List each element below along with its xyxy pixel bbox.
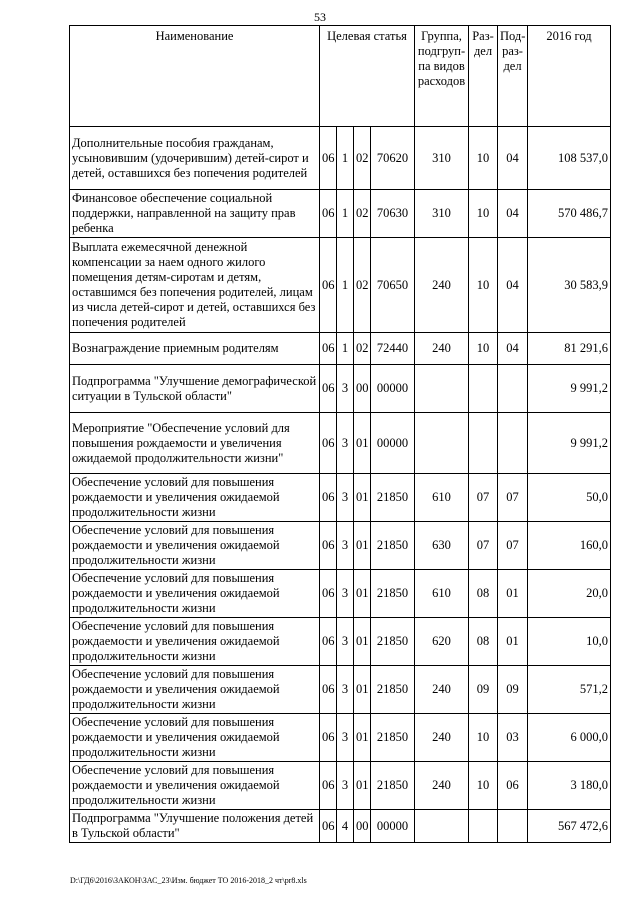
table-row xyxy=(70,522,611,570)
cell-amount: 567 472,6 xyxy=(528,810,611,843)
table-row xyxy=(70,666,611,714)
cell-name: Финансовое обеспечение социальной поддержки, направленной на защиту прав ребенка xyxy=(70,190,320,238)
cell-group: 620 xyxy=(415,618,469,666)
cell-group: 240 xyxy=(415,714,469,762)
table-row xyxy=(70,474,611,522)
cell-b: 3 xyxy=(337,522,354,570)
cell-amount: 6 000,0 xyxy=(528,714,611,762)
cell-c: 01 xyxy=(354,570,371,618)
cell-d: 21850 xyxy=(371,522,415,570)
cell-subsection: 04 xyxy=(498,238,528,333)
cell-subsection xyxy=(498,365,528,413)
cell-d: 00000 xyxy=(371,365,415,413)
cell-d: 21850 xyxy=(371,474,415,522)
cell-a: 06 xyxy=(320,474,337,522)
table-row xyxy=(70,810,611,843)
cell-subsection: 09 xyxy=(498,666,528,714)
cell-subsection: 01 xyxy=(498,570,528,618)
cell-d: 21850 xyxy=(371,714,415,762)
cell-c: 01 xyxy=(354,413,371,474)
table-row xyxy=(70,127,611,190)
table-row xyxy=(70,238,611,333)
table-row xyxy=(70,570,611,618)
cell-c: 00 xyxy=(354,365,371,413)
cell-b: 3 xyxy=(337,570,354,618)
cell-amount: 570 486,7 xyxy=(528,190,611,238)
header-section: Раз-дел xyxy=(469,26,498,127)
cell-section: 07 xyxy=(469,522,498,570)
cell-name: Обеспечение условий для повышения рождаемости и увеличения ожидаемой продолжительности жизни xyxy=(70,666,320,714)
cell-a: 06 xyxy=(320,762,337,810)
cell-group xyxy=(415,810,469,843)
cell-a: 06 xyxy=(320,127,337,190)
cell-c: 02 xyxy=(354,238,371,333)
cell-d: 21850 xyxy=(371,666,415,714)
cell-b: 3 xyxy=(337,474,354,522)
cell-d: 21850 xyxy=(371,570,415,618)
cell-d: 72440 xyxy=(371,333,415,365)
cell-name: Мероприятие "Обеспечение условий для повышения рождаемости и увеличения ожидаемой продолжительности жизни" xyxy=(70,413,320,474)
cell-amount: 10,0 xyxy=(528,618,611,666)
cell-section: 10 xyxy=(469,190,498,238)
cell-name: Обеспечение условий для повышения рождаемости и увеличения ожидаемой продолжительности жизни xyxy=(70,762,320,810)
cell-b: 3 xyxy=(337,666,354,714)
cell-amount: 30 583,9 xyxy=(528,238,611,333)
cell-a: 06 xyxy=(320,570,337,618)
header-year: 2016 год xyxy=(528,26,611,127)
cell-b: 1 xyxy=(337,127,354,190)
cell-a: 06 xyxy=(320,190,337,238)
cell-subsection: 04 xyxy=(498,190,528,238)
cell-d: 21850 xyxy=(371,762,415,810)
table-header-row xyxy=(70,26,611,127)
header-target-article: Целевая статья xyxy=(320,26,415,127)
cell-group xyxy=(415,413,469,474)
cell-section: 08 xyxy=(469,570,498,618)
cell-b: 1 xyxy=(337,190,354,238)
cell-name: Обеспечение условий для повышения рождаемости и увеличения ожидаемой продолжительности жизни xyxy=(70,570,320,618)
cell-a: 06 xyxy=(320,413,337,474)
cell-b: 3 xyxy=(337,762,354,810)
cell-subsection xyxy=(498,413,528,474)
cell-b: 3 xyxy=(337,714,354,762)
cell-c: 02 xyxy=(354,333,371,365)
cell-subsection: 03 xyxy=(498,714,528,762)
cell-c: 01 xyxy=(354,474,371,522)
cell-b: 3 xyxy=(337,618,354,666)
cell-subsection: 01 xyxy=(498,618,528,666)
cell-name: Вознаграждение приемным родителям xyxy=(70,333,320,365)
cell-subsection: 06 xyxy=(498,762,528,810)
cell-subsection: 07 xyxy=(498,522,528,570)
budget-table xyxy=(69,25,611,843)
cell-section xyxy=(469,810,498,843)
cell-group xyxy=(415,365,469,413)
cell-group: 610 xyxy=(415,474,469,522)
cell-amount: 571,2 xyxy=(528,666,611,714)
cell-a: 06 xyxy=(320,618,337,666)
cell-amount: 3 180,0 xyxy=(528,762,611,810)
cell-name: Подпрограмма "Улучшение демографической ситуации в Тульской области" xyxy=(70,365,320,413)
cell-amount: 9 991,2 xyxy=(528,365,611,413)
cell-name: Обеспечение условий для повышения рождаемости и увеличения ожидаемой продолжительности жизни xyxy=(70,474,320,522)
table-row xyxy=(70,365,611,413)
cell-group: 310 xyxy=(415,190,469,238)
table-row xyxy=(70,190,611,238)
cell-d: 70630 xyxy=(371,190,415,238)
cell-group: 310 xyxy=(415,127,469,190)
table-row xyxy=(70,333,611,365)
cell-c: 01 xyxy=(354,762,371,810)
file-path-footer: D:\ГД6\2016\ЗАКОН\ЗАС_23\Изм. бюджет ТО 2016-2018_2 чт\pr8.xls xyxy=(70,876,307,885)
cell-section: 07 xyxy=(469,474,498,522)
cell-section: 10 xyxy=(469,238,498,333)
cell-name: Дополнительные пособия гражданам, усыновившим (удочерившим) детей-сирот и детей, оставшихся без попечения родителей xyxy=(70,127,320,190)
cell-section: 10 xyxy=(469,714,498,762)
cell-a: 06 xyxy=(320,714,337,762)
cell-a: 06 xyxy=(320,666,337,714)
cell-c: 02 xyxy=(354,190,371,238)
cell-c: 01 xyxy=(354,522,371,570)
cell-section: 10 xyxy=(469,333,498,365)
cell-amount: 160,0 xyxy=(528,522,611,570)
cell-a: 06 xyxy=(320,238,337,333)
cell-amount: 108 537,0 xyxy=(528,127,611,190)
cell-b: 1 xyxy=(337,238,354,333)
cell-section: 08 xyxy=(469,618,498,666)
cell-d: 70620 xyxy=(371,127,415,190)
cell-section: 09 xyxy=(469,666,498,714)
cell-subsection: 04 xyxy=(498,333,528,365)
cell-section xyxy=(469,413,498,474)
cell-a: 06 xyxy=(320,810,337,843)
page-number: 53 xyxy=(314,10,326,24)
cell-a: 06 xyxy=(320,522,337,570)
cell-section: 10 xyxy=(469,762,498,810)
cell-name: Обеспечение условий для повышения рождаемости и увеличения ожидаемой продолжительности жизни xyxy=(70,522,320,570)
cell-group: 630 xyxy=(415,522,469,570)
cell-subsection: 07 xyxy=(498,474,528,522)
cell-name: Подпрограмма "Улучшение положения детей в Тульской области" xyxy=(70,810,320,843)
cell-group: 610 xyxy=(415,570,469,618)
cell-d: 21850 xyxy=(371,618,415,666)
cell-section xyxy=(469,365,498,413)
table-row xyxy=(70,762,611,810)
table-row xyxy=(70,413,611,474)
cell-name: Выплата ежемесячной денежной компенсации за наем одного жилого помещения детям-сиротам и детям, оставшимся без попечения родителей, лицам из числа детей-сирот и детей, оставшихся без попечения родителей xyxy=(70,238,320,333)
cell-d: 00000 xyxy=(371,810,415,843)
cell-c: 02 xyxy=(354,127,371,190)
cell-b: 3 xyxy=(337,413,354,474)
cell-subsection: 04 xyxy=(498,127,528,190)
cell-a: 06 xyxy=(320,365,337,413)
cell-group: 240 xyxy=(415,666,469,714)
cell-c: 01 xyxy=(354,714,371,762)
cell-name: Обеспечение условий для повышения рождаемости и увеличения ожидаемой продолжительности жизни xyxy=(70,618,320,666)
cell-d: 00000 xyxy=(371,413,415,474)
cell-group: 240 xyxy=(415,762,469,810)
cell-b: 4 xyxy=(337,810,354,843)
table-row xyxy=(70,714,611,762)
header-name: Наименование xyxy=(70,26,320,127)
cell-group: 240 xyxy=(415,333,469,365)
table-row xyxy=(70,618,611,666)
cell-d: 70650 xyxy=(371,238,415,333)
cell-a: 06 xyxy=(320,333,337,365)
cell-section: 10 xyxy=(469,127,498,190)
cell-c: 01 xyxy=(354,666,371,714)
cell-c: 00 xyxy=(354,810,371,843)
cell-amount: 9 991,2 xyxy=(528,413,611,474)
cell-amount: 81 291,6 xyxy=(528,333,611,365)
cell-amount: 50,0 xyxy=(528,474,611,522)
cell-c: 01 xyxy=(354,618,371,666)
cell-group: 240 xyxy=(415,238,469,333)
header-group: Группа, подгруп-па видов расходов xyxy=(415,26,469,127)
cell-name: Обеспечение условий для повышения рождаемости и увеличения ожидаемой продолжительности жизни xyxy=(70,714,320,762)
cell-subsection xyxy=(498,810,528,843)
cell-b: 1 xyxy=(337,333,354,365)
cell-b: 3 xyxy=(337,365,354,413)
header-subsection: Под-раз-дел xyxy=(498,26,528,127)
cell-amount: 20,0 xyxy=(528,570,611,618)
